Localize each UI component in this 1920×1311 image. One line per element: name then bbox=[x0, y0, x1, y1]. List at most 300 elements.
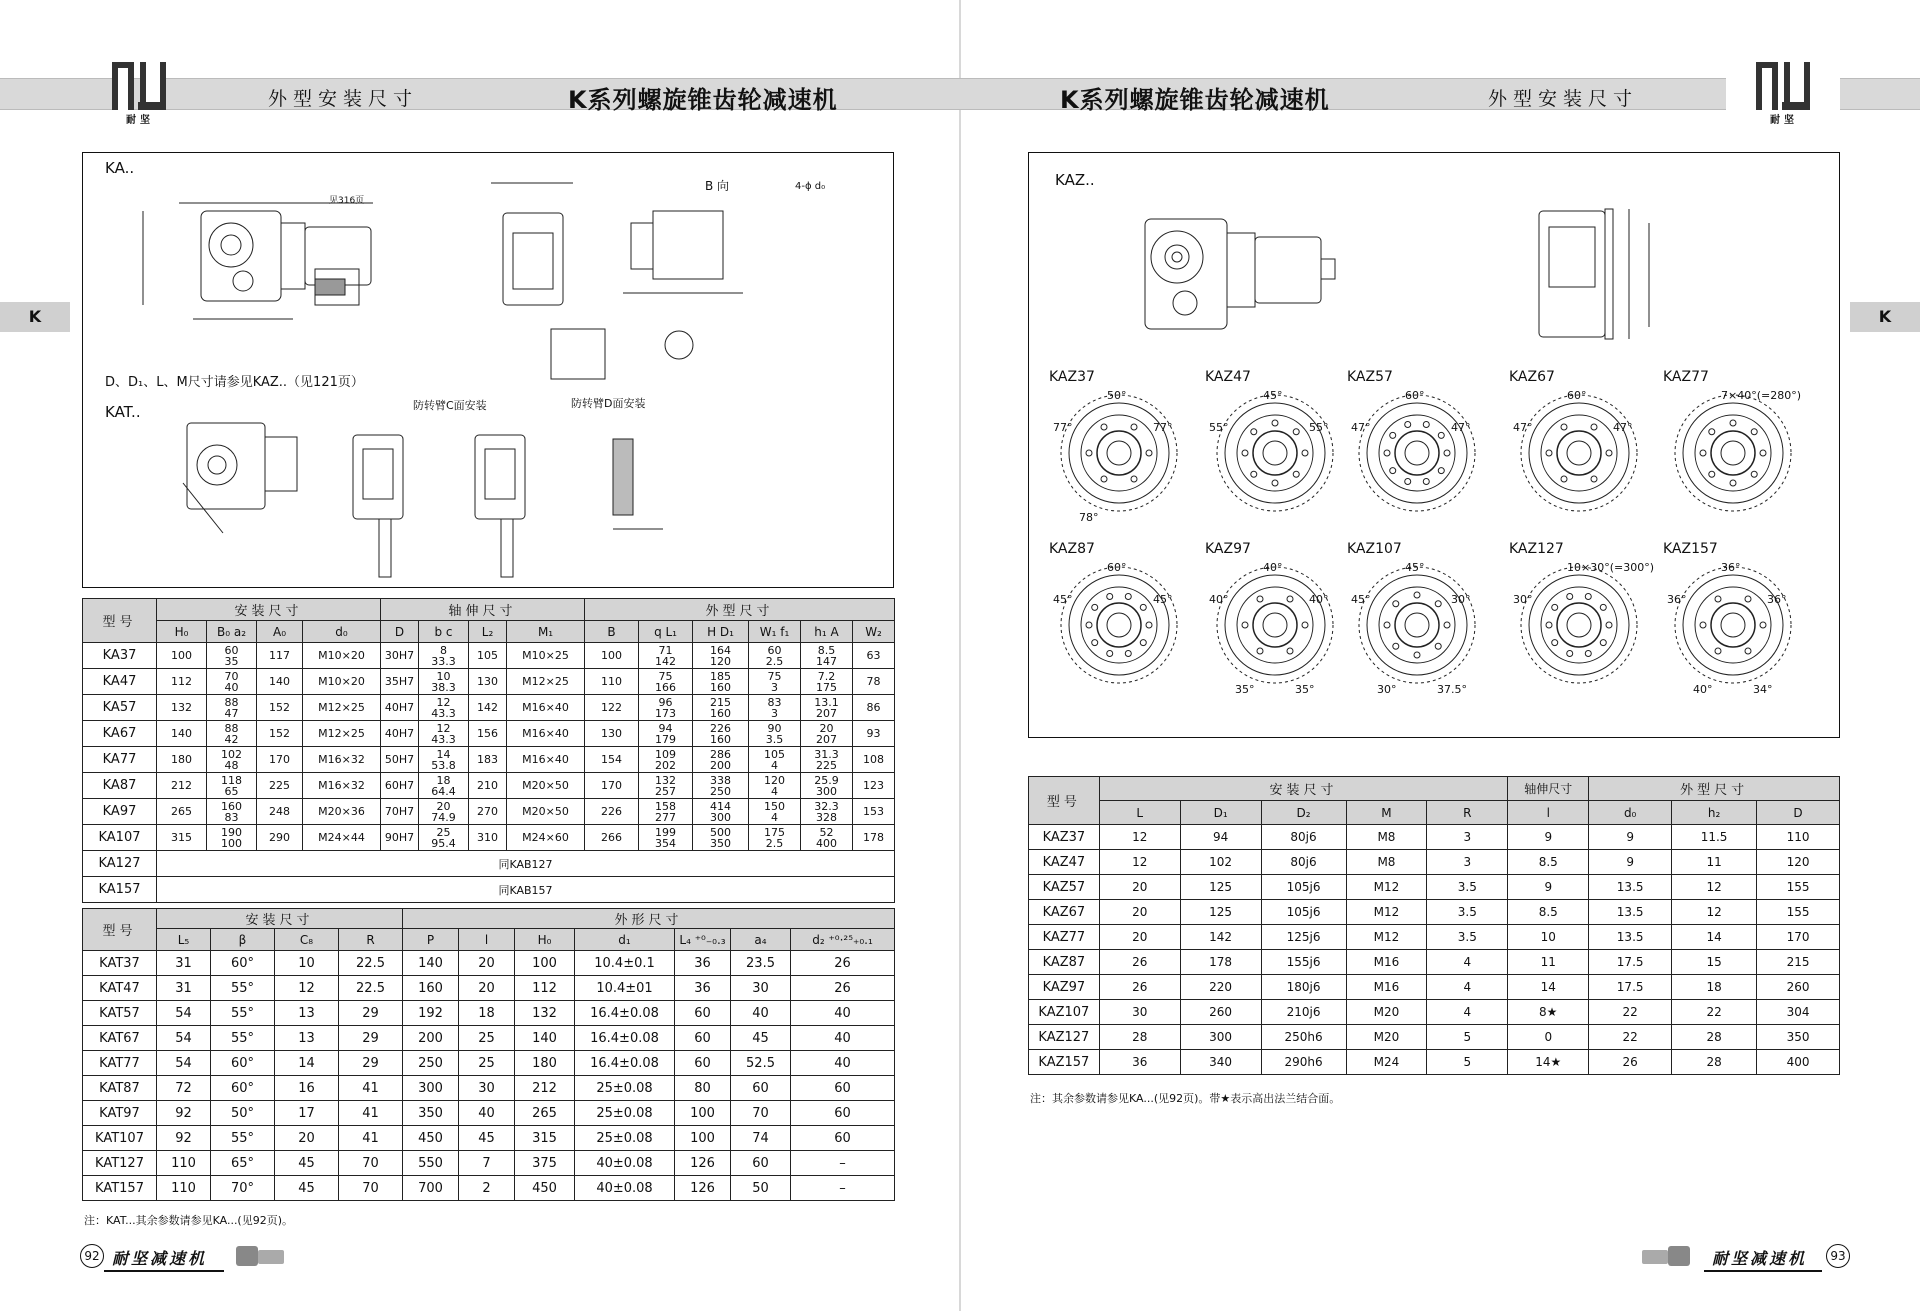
kaz-header-model: 型号 bbox=[1029, 777, 1100, 825]
table_kat-cell: 10.4±0.1 bbox=[575, 951, 675, 976]
table_kat-cell: 92 bbox=[157, 1126, 211, 1151]
table_kaz-cell: 125j6 bbox=[1261, 925, 1346, 950]
flange-angle-label: 37.5° bbox=[1437, 683, 1467, 696]
table_ka-cell: 122 bbox=[585, 695, 639, 721]
flange-angle-label: 77° bbox=[1053, 421, 1073, 434]
table-row bbox=[83, 1076, 895, 1101]
table_kaz-cell: 3.5 bbox=[1427, 900, 1508, 925]
table_kaz-cell: 3.5 bbox=[1427, 875, 1508, 900]
flange-angle-label: 10×30°(=300°) bbox=[1567, 561, 1655, 574]
table_kaz-cell: 14 bbox=[1508, 975, 1589, 1000]
flange-angle-label: 78° bbox=[1079, 511, 1099, 524]
table_ka-cell: M16×40 bbox=[507, 747, 585, 773]
table-row bbox=[1029, 825, 1840, 850]
table_kat-cell: – bbox=[791, 1151, 895, 1176]
table_kaz-cell: 9 bbox=[1508, 875, 1589, 900]
table_ka-cell: 105 4 bbox=[749, 747, 801, 773]
table_kat-col-2: C₈ bbox=[275, 929, 339, 951]
table_kat-cell: 200 bbox=[403, 1026, 459, 1051]
table_ka-cell: 152 bbox=[257, 695, 303, 721]
table_kaz-col-8: D bbox=[1757, 801, 1840, 825]
table_ka-cell: 414 300 bbox=[693, 799, 749, 825]
table_kat-cell: 45 bbox=[275, 1176, 339, 1201]
table_kat-cell: 40 bbox=[791, 1026, 895, 1051]
ka-line-drawings bbox=[83, 153, 893, 587]
flange-angle-label: 36° bbox=[1721, 561, 1741, 574]
ka-table-body bbox=[83, 643, 895, 903]
flange-angle-label: 55° bbox=[1209, 421, 1229, 434]
table_ka-cell: 180 bbox=[157, 747, 207, 773]
table-row bbox=[1029, 900, 1840, 925]
table_kaz-cell: 30 bbox=[1099, 1000, 1180, 1025]
table_kaz-model-cell: KAZ77 bbox=[1029, 925, 1100, 950]
table_kat-cell: 72 bbox=[157, 1076, 211, 1101]
table_kat-cell: 10.4±01 bbox=[575, 976, 675, 1001]
ka-header-model: 型号 bbox=[83, 599, 157, 643]
table_ka-cell: 35H7 bbox=[381, 669, 419, 695]
table_ka-cell: M12×25 bbox=[507, 669, 585, 695]
table_kat-cell: 100 bbox=[675, 1101, 731, 1126]
table_kat-cell: 45 bbox=[459, 1126, 515, 1151]
table_ka-cell: 60 2.5 bbox=[749, 643, 801, 669]
table_kat-cell: 16.4±0.08 bbox=[575, 1026, 675, 1051]
table_ka-cell: 117 bbox=[257, 643, 303, 669]
table_kat-col-6: H₀ bbox=[515, 929, 575, 951]
table_kat-cell: 180 bbox=[515, 1051, 575, 1076]
table_ka-cell: 164 120 bbox=[693, 643, 749, 669]
table_kaz-cell: 350 bbox=[1757, 1025, 1840, 1050]
ka-group-outer: 外型尺寸 bbox=[585, 599, 895, 621]
table_kaz-cell: 125 bbox=[1180, 900, 1261, 925]
table_ka-cell: 120 4 bbox=[749, 773, 801, 799]
dims-note: D、D₁、L、M尺寸请参见KAZ..（见121页） bbox=[105, 375, 364, 390]
table_ka-cell: M20×36 bbox=[303, 799, 381, 825]
kat-dimension-table bbox=[82, 908, 895, 1201]
table_kat-cell: 700 bbox=[403, 1176, 459, 1201]
table_ka-cell: 96 173 bbox=[639, 695, 693, 721]
table_kaz-cell: M24 bbox=[1346, 1050, 1427, 1075]
table_ka-cell: 338 250 bbox=[693, 773, 749, 799]
table_kat-cell: 29 bbox=[339, 1026, 403, 1051]
table_kat-cell: 60° bbox=[211, 1051, 275, 1076]
table_kaz-cell: 9 bbox=[1589, 850, 1672, 875]
table_kat-cell: 60 bbox=[675, 1051, 731, 1076]
table_kaz-cell: 80j6 bbox=[1261, 825, 1346, 850]
table_kaz-cell: 22 bbox=[1589, 1025, 1672, 1050]
table_ka-cell: 142 bbox=[469, 695, 507, 721]
table_kaz-model-cell: KAZ67 bbox=[1029, 900, 1100, 925]
table_ka-cell: 94 179 bbox=[639, 721, 693, 747]
table-row bbox=[83, 643, 895, 669]
table_kaz-cell: 28 bbox=[1672, 1025, 1757, 1050]
table_kat-cell: 60 bbox=[791, 1126, 895, 1151]
flange-angle-label: 55° bbox=[1309, 421, 1329, 434]
table_kaz-cell: 8★ bbox=[1508, 1000, 1589, 1025]
table_ka-cell: 170 bbox=[585, 773, 639, 799]
flange-label: KAZ97 bbox=[1205, 541, 1251, 557]
flange-label: KAZ47 bbox=[1205, 369, 1251, 385]
table_kat-cell: 16.4±0.08 bbox=[575, 1001, 675, 1026]
table_ka-cell: M12×25 bbox=[303, 695, 381, 721]
brand-logo-right bbox=[1752, 60, 1816, 126]
flange-angle-label: 45° bbox=[1153, 593, 1173, 606]
table_kaz-model-cell: KAZ107 bbox=[1029, 1000, 1100, 1025]
table_kaz-col-4: R bbox=[1427, 801, 1508, 825]
table_ka-col-1: B₀ a₂ bbox=[207, 621, 257, 643]
table_ka-cell: 102 48 bbox=[207, 747, 257, 773]
table_kat-cell: 132 bbox=[515, 1001, 575, 1026]
table_ka-cell: 185 160 bbox=[693, 669, 749, 695]
table_kaz-model-cell: KAZ127 bbox=[1029, 1025, 1100, 1050]
table_ka-model-cell: KA57 bbox=[83, 695, 157, 721]
kat-group-outer: 外形尺寸 bbox=[403, 909, 895, 929]
flange-diagram bbox=[1205, 563, 1345, 695]
ka-group-install: 安装尺寸 bbox=[157, 599, 381, 621]
table-row bbox=[1029, 1050, 1840, 1075]
table_ka-cell: 286 200 bbox=[693, 747, 749, 773]
table_kaz-cell: 9 bbox=[1508, 825, 1589, 850]
table_kat-cell: 36 bbox=[675, 951, 731, 976]
table_kat-col-1: β bbox=[211, 929, 275, 951]
table-row bbox=[83, 951, 895, 976]
flange-diagram bbox=[1205, 391, 1345, 523]
table_kat-cell: 60 bbox=[731, 1151, 791, 1176]
table_kaz-model-cell: KAZ57 bbox=[1029, 875, 1100, 900]
table_ka-cell: 152 bbox=[257, 721, 303, 747]
table_kaz-cell: 3.5 bbox=[1427, 925, 1508, 950]
table_kat-cell: 13 bbox=[275, 1001, 339, 1026]
flange-angle-label: 40° bbox=[1693, 683, 1713, 696]
table-row bbox=[83, 1001, 895, 1026]
table_kat-cell: 25±0.08 bbox=[575, 1126, 675, 1151]
table_kaz-cell: M16 bbox=[1346, 975, 1427, 1000]
table_kat-cell: 2 bbox=[459, 1176, 515, 1201]
table_kat-cell: 74 bbox=[731, 1126, 791, 1151]
table_kaz-cell: 102 bbox=[1180, 850, 1261, 875]
table_ka-col-6: L₂ bbox=[469, 621, 507, 643]
flange-diagram bbox=[1347, 563, 1487, 695]
table_ka-cell: 265 bbox=[157, 799, 207, 825]
table_ka-model-cell: KA67 bbox=[83, 721, 157, 747]
table_kaz-cell: 12 bbox=[1099, 850, 1180, 875]
table_kat-cell: 250 bbox=[403, 1051, 459, 1076]
table_kaz-cell: 290h6 bbox=[1261, 1050, 1346, 1075]
left-footer-gearbox-icon bbox=[232, 1240, 292, 1270]
table_ka-col-9: q L₁ bbox=[639, 621, 693, 643]
table-row bbox=[83, 799, 895, 825]
table_ka-cell: 170 bbox=[257, 747, 303, 773]
table_kaz-model-cell: KAZ87 bbox=[1029, 950, 1100, 975]
table_ka-cell: 60 35 bbox=[207, 643, 257, 669]
table_kat-cell: 60 bbox=[675, 1001, 731, 1026]
table_kaz-cell: 4 bbox=[1427, 1000, 1508, 1025]
table_kat-cell: 315 bbox=[515, 1126, 575, 1151]
table_ka-cell: 123 bbox=[853, 773, 895, 799]
flange-angle-label: 35° bbox=[1235, 683, 1255, 696]
table_kat-cell: 17 bbox=[275, 1101, 339, 1126]
table_kaz-cell: 180j6 bbox=[1261, 975, 1346, 1000]
table_ka-cell: 18 64.4 bbox=[419, 773, 469, 799]
table_kat-cell: 450 bbox=[403, 1126, 459, 1151]
table_kaz-cell: 155 bbox=[1757, 875, 1840, 900]
table_kat-cell: 450 bbox=[515, 1176, 575, 1201]
brand-logo bbox=[108, 60, 172, 126]
table_ka-cell: 88 47 bbox=[207, 695, 257, 721]
table_kaz-cell: 5 bbox=[1427, 1050, 1508, 1075]
table_ka-cell: 63 bbox=[853, 643, 895, 669]
table_kaz-cell: 13.5 bbox=[1589, 900, 1672, 925]
table_ka-cell: 266 bbox=[585, 825, 639, 851]
table_ka-cell: 60H7 bbox=[381, 773, 419, 799]
table_kaz-cell: 5 bbox=[1427, 1025, 1508, 1050]
table_kat-cell: 80 bbox=[675, 1076, 731, 1101]
table_ka-cell: M10×20 bbox=[303, 643, 381, 669]
table_ka-cell: 50H7 bbox=[381, 747, 419, 773]
table_ka-cell: 156 bbox=[469, 721, 507, 747]
left-footer-brand: 耐坚减速机 bbox=[112, 1249, 208, 1268]
table_kat-cell: 55° bbox=[211, 1001, 275, 1026]
flange-angle-label: 60° bbox=[1107, 561, 1127, 574]
table_kaz-cell: 12 bbox=[1672, 900, 1757, 925]
table_kat-cell: 25 bbox=[459, 1026, 515, 1051]
flange-label: KAZ87 bbox=[1049, 541, 1095, 557]
table_ka-cell: 12 43.3 bbox=[419, 695, 469, 721]
table_ka-cell: 225 bbox=[257, 773, 303, 799]
table_ka-cell: 109 202 bbox=[639, 747, 693, 773]
flange-angle-label: 40° bbox=[1263, 561, 1283, 574]
table_kat-model-cell: KAT107 bbox=[83, 1126, 157, 1151]
table_ka-cell: 108 bbox=[853, 747, 895, 773]
table_ka-cell: 83 3 bbox=[749, 695, 801, 721]
table_ka-col-11: W₁ f₁ bbox=[749, 621, 801, 643]
table_kat-cell: 60 bbox=[791, 1076, 895, 1101]
table_kat-cell: 40±0.08 bbox=[575, 1176, 675, 1201]
ka-drawing-frame bbox=[82, 152, 894, 588]
table_kaz-cell: 13.5 bbox=[1589, 875, 1672, 900]
table_ka-cell: M16×40 bbox=[507, 721, 585, 747]
flange-angle-label: 47° bbox=[1513, 421, 1533, 434]
table_kat-cell: 70 bbox=[339, 1151, 403, 1176]
table_kat-cell: 26 bbox=[791, 951, 895, 976]
table_ka-cell: 90H7 bbox=[381, 825, 419, 851]
table_kat-cell: 45 bbox=[275, 1151, 339, 1176]
table_kat-cell: 100 bbox=[675, 1126, 731, 1151]
table_ka-cell: M16×40 bbox=[507, 695, 585, 721]
table_ka-cell: 160 83 bbox=[207, 799, 257, 825]
table_ka-cell: 153 bbox=[853, 799, 895, 825]
table-row bbox=[1029, 950, 1840, 975]
table_kaz-cell: 18 bbox=[1672, 975, 1757, 1000]
flange-angle-label: 7×40°(=280°) bbox=[1721, 389, 1802, 402]
table_kaz-cell: 20 bbox=[1099, 875, 1180, 900]
right-page bbox=[960, 0, 1920, 1311]
kaz-group-install: 安装尺寸 bbox=[1099, 777, 1508, 801]
flange-angle-label: 77° bbox=[1153, 421, 1173, 434]
table_kaz-cell: 260 bbox=[1757, 975, 1840, 1000]
table_ka-cell: 310 bbox=[469, 825, 507, 851]
table_ka-cell: 199 354 bbox=[639, 825, 693, 851]
table_kat-cell: 54 bbox=[157, 1051, 211, 1076]
table_ka-col-5: b c bbox=[419, 621, 469, 643]
table_kaz-cell: 178 bbox=[1180, 950, 1261, 975]
table_ka-cell: 40H7 bbox=[381, 695, 419, 721]
table_kat-cell: 54 bbox=[157, 1026, 211, 1051]
ka-dimension-table bbox=[82, 598, 895, 903]
table-row bbox=[83, 773, 895, 799]
table_kaz-cell: M20 bbox=[1346, 1000, 1427, 1025]
table-row bbox=[83, 877, 895, 903]
kaz-label: KAZ.. bbox=[1055, 171, 1095, 189]
table_kaz-cell: 12 bbox=[1099, 825, 1180, 850]
table_kat-cell: 16 bbox=[275, 1076, 339, 1101]
logo-text-right: 耐坚 bbox=[1770, 115, 1798, 126]
table_ka-cell: 78 bbox=[853, 669, 895, 695]
table_kaz-cell: 215 bbox=[1757, 950, 1840, 975]
table_ka-cell: 105 bbox=[469, 643, 507, 669]
table-row bbox=[83, 1176, 895, 1201]
table_kaz-cell: 110 bbox=[1757, 825, 1840, 850]
table_kat-cell: 60 bbox=[791, 1101, 895, 1126]
ka-column-row bbox=[83, 621, 895, 643]
hole-label: 4-ϕ d₀ bbox=[795, 181, 826, 192]
flange-label: KAZ107 bbox=[1347, 541, 1402, 557]
kaz-group-outer: 外型尺寸 bbox=[1589, 777, 1840, 801]
table_kat-cell: 41 bbox=[339, 1101, 403, 1126]
flange-angle-label: 35° bbox=[1295, 683, 1315, 696]
table_kat-cell: – bbox=[791, 1176, 895, 1201]
table_kat-col-5: l bbox=[459, 929, 515, 951]
table_kaz-model-cell: KAZ157 bbox=[1029, 1050, 1100, 1075]
table_kaz-cell: 12 bbox=[1672, 875, 1757, 900]
table_ka-model-cell: KA107 bbox=[83, 825, 157, 851]
table_ka-cell: 8 33.3 bbox=[419, 643, 469, 669]
table_kat-cell: 7 bbox=[459, 1151, 515, 1176]
table_kaz-cell: M12 bbox=[1346, 875, 1427, 900]
table_kaz-cell: 3 bbox=[1427, 850, 1508, 875]
table_kaz-cell: 13.5 bbox=[1589, 925, 1672, 950]
flange-label: KAZ77 bbox=[1663, 369, 1709, 385]
table_ka-cell: 158 277 bbox=[639, 799, 693, 825]
table_ka-model-cell: KA157 bbox=[83, 877, 157, 903]
table_ka-cell: 140 bbox=[257, 669, 303, 695]
table_ka-cell: 132 bbox=[157, 695, 207, 721]
table_kaz-cell: 142 bbox=[1180, 925, 1261, 950]
table_kaz-col-0: L bbox=[1099, 801, 1180, 825]
kat-table-body bbox=[83, 951, 895, 1201]
ka-label: KA.. bbox=[105, 159, 135, 177]
table_kat-cell: 50 bbox=[731, 1176, 791, 1201]
table_kaz-model-cell: KAZ37 bbox=[1029, 825, 1100, 850]
table_kat-cell: 45 bbox=[731, 1026, 791, 1051]
table_kat-cell: 10 bbox=[275, 951, 339, 976]
table_kaz-cell: 28 bbox=[1099, 1025, 1180, 1050]
table_ka-cell: 118 65 bbox=[207, 773, 257, 799]
table_kaz-cell: 80j6 bbox=[1261, 850, 1346, 875]
table_ka-model-cell: KA87 bbox=[83, 773, 157, 799]
table_kaz-cell: 0 bbox=[1508, 1025, 1589, 1050]
table_kaz-cell: 155j6 bbox=[1261, 950, 1346, 975]
table_kaz-cell: 26 bbox=[1099, 975, 1180, 1000]
table_ka-col-7: M₁ bbox=[507, 621, 585, 643]
flange-angle-label: 36° bbox=[1767, 593, 1787, 606]
table_ka-cell: 178 bbox=[853, 825, 895, 851]
right-footer-gearbox-icon bbox=[1638, 1240, 1698, 1270]
table_kaz-cell: M12 bbox=[1346, 900, 1427, 925]
table_kat-cell: 60 bbox=[675, 1026, 731, 1051]
right-footer-line bbox=[1704, 1270, 1822, 1272]
table_kaz-cell: 17.5 bbox=[1589, 975, 1672, 1000]
table_kaz-cell: 155 bbox=[1757, 900, 1840, 925]
table_ka-cell: 154 bbox=[585, 747, 639, 773]
table_kaz-cell: 22 bbox=[1672, 1000, 1757, 1025]
table_kaz-cell: 28 bbox=[1672, 1050, 1757, 1075]
table_kaz-cell: 26 bbox=[1589, 1050, 1672, 1075]
kaz-line-drawings bbox=[1029, 153, 1839, 353]
table_kat-cell: 20 bbox=[459, 951, 515, 976]
table_kaz-cell: 210j6 bbox=[1261, 1000, 1346, 1025]
table_kat-cell: 126 bbox=[675, 1151, 731, 1176]
table_ka-cell: 71 142 bbox=[639, 643, 693, 669]
table_ka-model-cell: KA127 bbox=[83, 851, 157, 877]
table_kat-cell: 160 bbox=[403, 976, 459, 1001]
table_ka-cell: 52 400 bbox=[801, 825, 853, 851]
left-footer-line bbox=[104, 1270, 224, 1272]
table-row bbox=[83, 851, 895, 877]
table_kaz-cell: 94 bbox=[1180, 825, 1261, 850]
kat-group-install: 安装尺寸 bbox=[157, 909, 403, 929]
table_kat-cell: 36 bbox=[675, 976, 731, 1001]
table_kaz-col-1: D₁ bbox=[1180, 801, 1261, 825]
table_kaz-cell: 304 bbox=[1757, 1000, 1840, 1025]
table_kat-cell: 70° bbox=[211, 1176, 275, 1201]
table_kaz-col-7: h₂ bbox=[1672, 801, 1757, 825]
table_kat-cell: 25±0.08 bbox=[575, 1076, 675, 1101]
table_ka-cell: 32.3 328 bbox=[801, 799, 853, 825]
table_kat-model-cell: KAT97 bbox=[83, 1101, 157, 1126]
table_ka-cell: 70H7 bbox=[381, 799, 419, 825]
table_ka-cell: 90 3.5 bbox=[749, 721, 801, 747]
table_kat-cell: 110 bbox=[157, 1176, 211, 1201]
table-row bbox=[83, 1101, 895, 1126]
table_ka-cell: 215 160 bbox=[693, 695, 749, 721]
table_kat-col-4: P bbox=[403, 929, 459, 951]
table-row bbox=[83, 1151, 895, 1176]
table_ka-cell: 75 166 bbox=[639, 669, 693, 695]
table_kaz-cell: 105j6 bbox=[1261, 900, 1346, 925]
table_kat-cell: 14 bbox=[275, 1051, 339, 1076]
table_kat-cell: 300 bbox=[403, 1076, 459, 1101]
table_kat-cell: 31 bbox=[157, 976, 211, 1001]
table_kat-cell: 30 bbox=[459, 1076, 515, 1101]
table_ka-cell: 190 100 bbox=[207, 825, 257, 851]
table_kat-cell: 55° bbox=[211, 1026, 275, 1051]
right-footer-brand: 耐坚减速机 bbox=[1712, 1249, 1808, 1268]
table_kaz-col-5: l bbox=[1508, 801, 1589, 825]
table-row bbox=[83, 669, 895, 695]
table_kat-col-0: L₅ bbox=[157, 929, 211, 951]
kaz-table-body bbox=[1029, 825, 1840, 1075]
kaz-column-row bbox=[1029, 801, 1840, 825]
table_ka-cell: M20×50 bbox=[507, 799, 585, 825]
table_kaz-cell: 9 bbox=[1589, 825, 1672, 850]
table_kaz-col-3: M bbox=[1346, 801, 1427, 825]
table_ka-cell: 290 bbox=[257, 825, 303, 851]
table_ka-model-cell: KA97 bbox=[83, 799, 157, 825]
flange-diagram bbox=[1049, 563, 1189, 695]
table_kat-cell: 40 bbox=[791, 1001, 895, 1026]
table-row bbox=[83, 747, 895, 773]
table-row bbox=[1029, 1025, 1840, 1050]
